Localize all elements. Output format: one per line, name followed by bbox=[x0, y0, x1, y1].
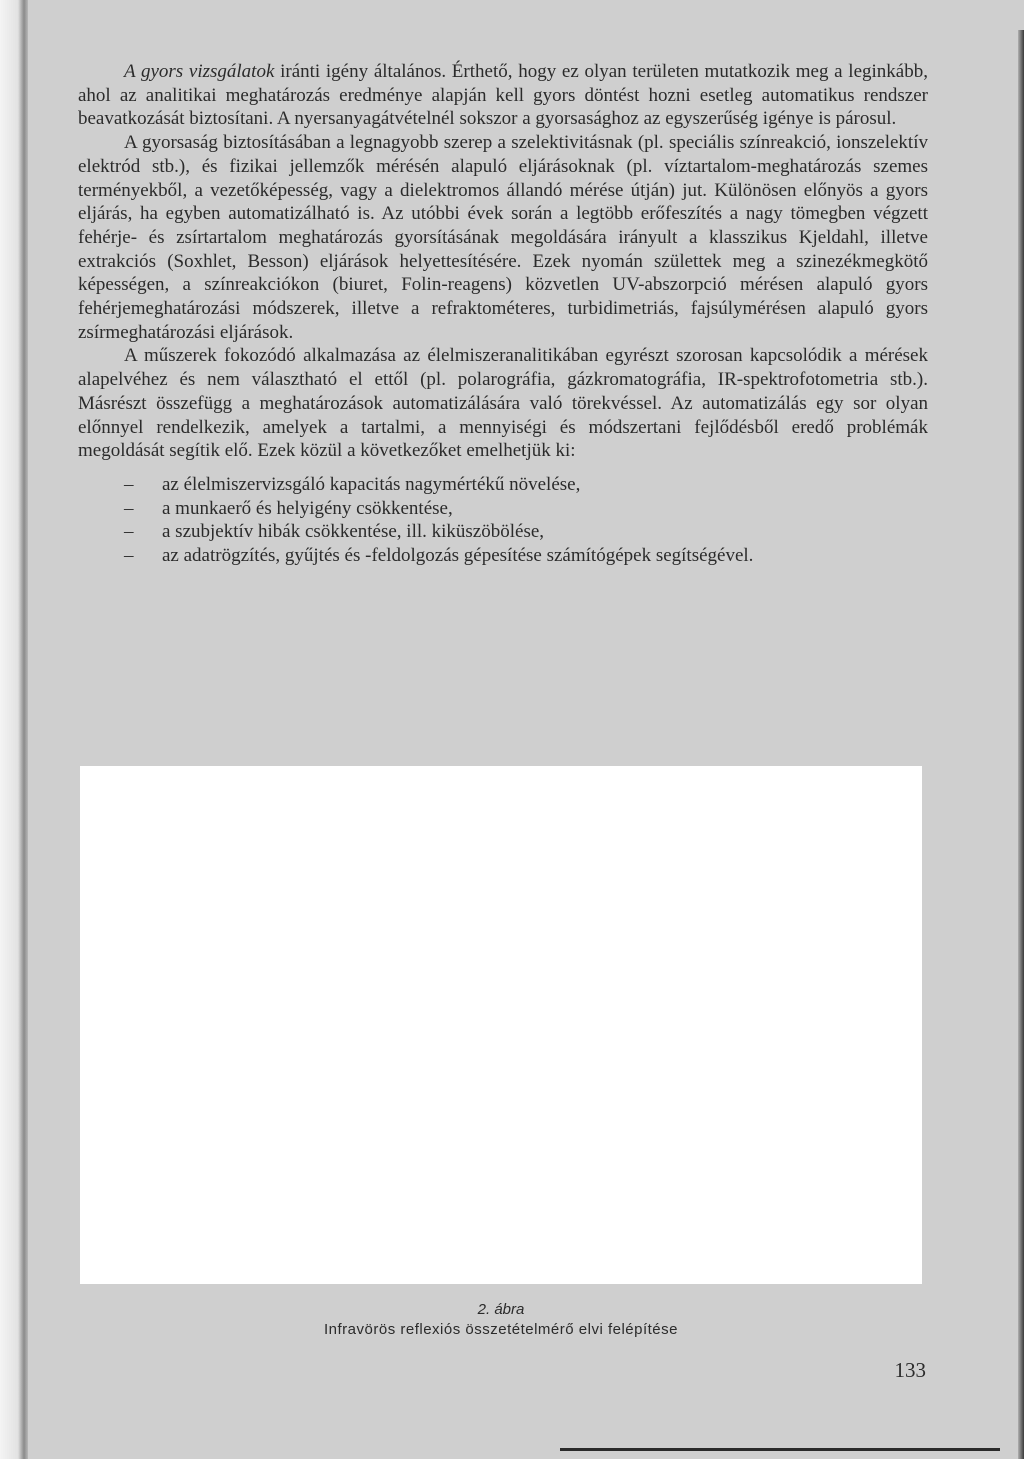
figure-number: 2. ábra bbox=[477, 1301, 525, 1318]
figure-title: Infravörös reflexiós összetételmérő elvi felépítése bbox=[324, 1321, 678, 1338]
page-bottom-rule bbox=[560, 1448, 1000, 1451]
paragraph-2: A gyorsaság biztosításában a legnagyobb szerep a szelektivitásnak (pl. speciális színreakció, ionszelektív elektród stb.), és fizikai jellemzők mérésén alapuló eljárásoknak (pl. víztartalom-meghatározás szemes terményekből, a vezetőképesség, vagy a dielektromos állandó mérése útján) jut. Különösen előnyös a gyors eljárás, ha egyben automatizálható is. Az utóbbi évek során a legtöbb erőfeszítés a nagy tömegben végzett fehérje- és zsírtartalom meghatározás gyorsításának megoldására irányult a klasszikus Kjeldahl, illetve extrakciós (Soxhlet, Besson) eljárások helyettesítésére. Ezek nyomán születtek meg a szinezékmegkötő képességen, a színreakciókon (biuret, Folin-reagens) közvetlen UV-abszorpció mérésen alapuló gyors fehérjemeghatározási módszerek, illetve a refraktométeres, turbidimetriás, fajsúlymérésen alapuló gyors zsírmeghatározási eljárások. bbox=[78, 132, 928, 343]
list-item bbox=[78, 520, 928, 544]
list-item-text: az élelmiszervizsgáló kapacitás nagymértékű növelése, bbox=[162, 473, 581, 495]
list-dash: – bbox=[124, 497, 134, 519]
list-dash: – bbox=[124, 521, 134, 543]
list-dash: – bbox=[124, 545, 134, 567]
list-item-text: a szubjektív hibák csökkentése, ill. kiküszöbölése, bbox=[162, 521, 545, 543]
list-dash: – bbox=[124, 473, 134, 495]
list-item bbox=[78, 473, 928, 497]
page-number: 133 bbox=[894, 1358, 926, 1382]
figure-caption bbox=[80, 1300, 922, 1340]
list-item-text: a munkaerő és helyigény csökkentése, bbox=[162, 497, 453, 519]
list-item bbox=[78, 497, 928, 521]
body-text bbox=[78, 60, 928, 568]
page-left-edge bbox=[0, 0, 28, 1459]
list-item bbox=[78, 544, 928, 568]
advantages-list bbox=[78, 473, 928, 568]
paragraph-3: A műszerek fokozódó alkalmazása az élelmiszeranalitikában egyrészt szorosan kapcsolódik a mérések alapelvéhez és nem választható el ettől (pl. polarográfia, gázkromatográfia, IR-spektrofotometria stb.). Másrészt összefügg a meghatározások automatizálására való törekvéssel. Az automatizálás egy sor olyan előnnyel rendelkezik, amelyek a tartalmi, a mennyiségi és módszertani fejlődésből eredő problémák megoldását segítik elő. Ezek közül a következőket emelhetjük ki: bbox=[78, 345, 928, 462]
list-item-text: az adatrögzítés, gyűjtés és -feldolgozás gépesítése számítógépek segítségével. bbox=[162, 545, 754, 567]
paragraph-1-text: iránti igény általános. Érthető, hogy ez olyan területen mutatkozik meg a leginkább, ahol az analitikai meghatározás eredménye alapján kell gyors döntést hozni esetleg automatikus rendszer beavatkozását biztosítani. A nyersanyagátvételnél sokszor a gyorsasághoz az egyszerűség igénye is párosul. bbox=[78, 61, 928, 130]
paragraph-1-italic-lead: A gyors vizsgálatok bbox=[124, 61, 275, 82]
figure-placeholder bbox=[80, 766, 922, 1284]
page-right-edge bbox=[1018, 30, 1024, 1459]
paragraph-1 bbox=[78, 60, 928, 131]
